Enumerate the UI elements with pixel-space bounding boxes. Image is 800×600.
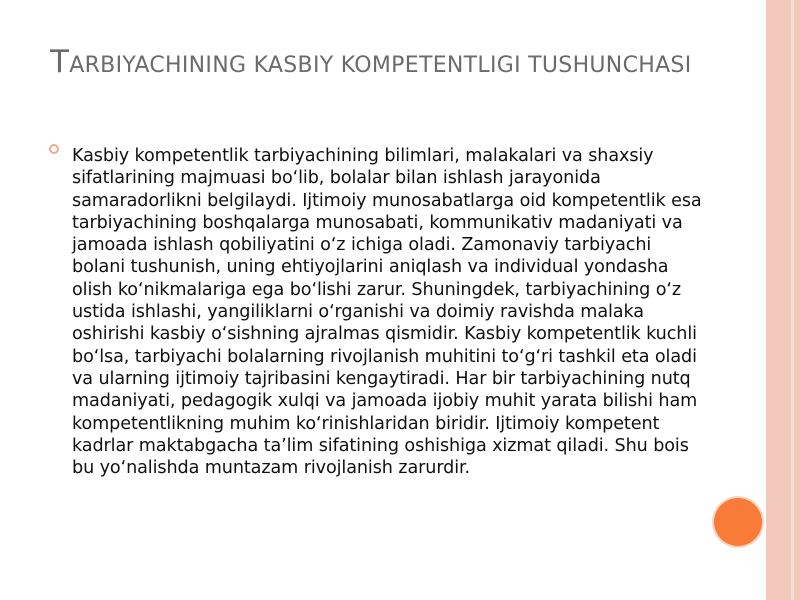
slide-title-first-letter: T [50, 44, 70, 80]
right-border-inner [791, 0, 794, 600]
slide-title-rest: ARBIYACHINING KASBIY KOMPETENTLIGI TUSHUNCHASI [69, 53, 692, 78]
orange-circle-icon [714, 498, 762, 546]
slide-title [50, 42, 730, 86]
right-border [766, 0, 800, 600]
slide-body-text: Kasbiy kompetentlik tarbiyachining bilimlari, malakalari va shaxsiy sifatlarining majmuasi bo‘lib, bolalar bilan ishlash jarayonida samaradorlikni belgilaydi. Ijtimoiy munosabatlarga oid kompetentlik esa tarbiyachining boshqalarga munosabati, kommunikativ madaniyati va jamoada ishlash qobiliyatini o‘z ichiga oladi. Zamonaviy tarbiyachi bolani tushunish, uning ehtiyojlarini aniqlash va individual yondasha olish ko‘nikmalariga ega bo‘lishi zarur. Shuningdek, tarbiyachining o‘z ustida ishlashi, yangiliklarni o‘rganishi va doimiy ravishda malaka oshirishi kasbiy o‘sishning ajralmas qismidir. Kasbiy kompetentlik kuchli bo‘lsa, tarbiyachi bolalarning rivojlanish muhitini to‘g‘ri tashkil eta oladi va ularning ijtimoiy tajribasini kengaytiradi. Har bir tarbiyachining nutq madaniyati, pedagogik xulqi va jamoada ijobiy muhit yarata bilishi ham kompetentlikning muhim ko‘rinishlaridan biridir. Ijtimoiy kompetent kadrlar maktabgacha ta’lim sifatining oshishiga xizmat qiladi. Shu bois bu yo‘nalishda muntazam rivojlanish zarurdir. [72, 146, 702, 479]
ring-bullet-icon [48, 143, 60, 155]
